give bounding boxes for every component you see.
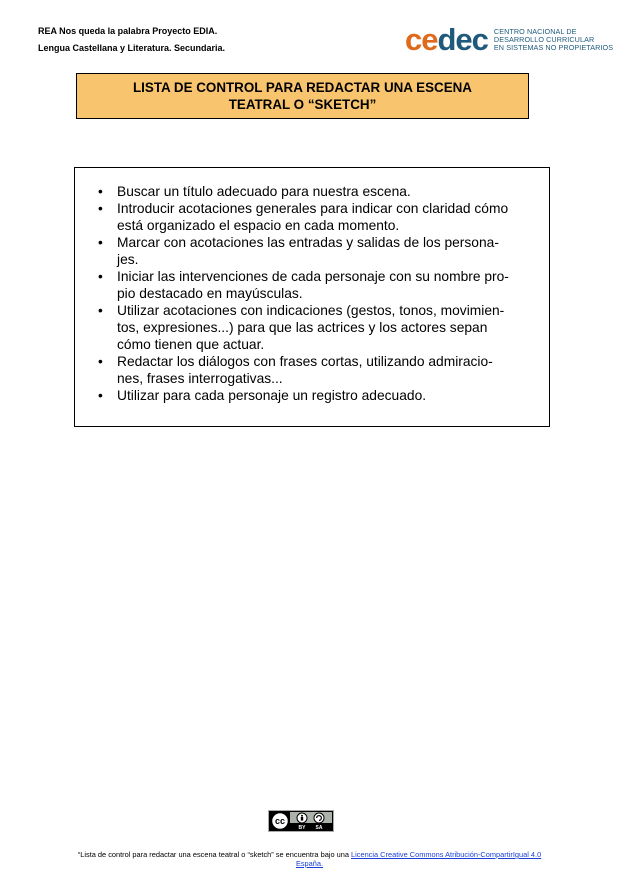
checklist-item-line: pio destacado en mayúsculas. [117, 286, 303, 301]
license-footer: “Lista de control para redactar una escena teatral o “sketch” se encuentra bajo una Licencia Creative Commons Atribución-CompartirIgual 4.0 España. [77, 850, 542, 868]
logo-subtitle: CENTRO NACIONAL DE DESARROLLO CURRICULAR EN SISTEMAS NO PROPIETARIOS [493, 27, 614, 52]
checklist-item [98, 387, 524, 404]
bullet-icon: • [98, 303, 103, 318]
bullet-icon: • [98, 388, 103, 403]
checklist-item-line: está organizado el espacio en cada momento. [117, 218, 400, 233]
cedec-logo [405, 24, 613, 56]
license-link-country[interactable]: España. [295, 859, 324, 868]
checklist-item-line: Buscar un título adecuado para nuestra escena. [117, 184, 411, 199]
checklist-item-line: Iniciar las intervenciones de cada personaje con su nombre pro- [117, 269, 509, 284]
document-header [38, 23, 225, 57]
header-subject: Lengua Castellana y Literatura. Secundaria. [38, 43, 226, 53]
checklist-item [98, 183, 524, 200]
checklist [98, 183, 524, 404]
checklist-box [74, 167, 550, 427]
license-link[interactable]: Licencia Creative Commons Atribución-CompartirIgual 4.0 [351, 850, 542, 859]
svg-text:BY: BY [298, 825, 306, 831]
bullet-icon: • [98, 184, 103, 199]
checklist-item-line: jes. [117, 252, 139, 267]
checklist-item-line: Utilizar para cada personaje un registro adecuado. [117, 388, 427, 403]
page-title: LISTA DE CONTROL PARA REDACTAR UNA ESCENA TEATRAL O “SKETCH” [76, 73, 529, 119]
checklist-item-line: Utilizar acotaciones con indicaciones (gestos, tonos, movimien- [117, 303, 505, 318]
checklist-item-line: nes, frases interrogativas... [117, 371, 283, 386]
bullet-icon: • [98, 201, 103, 216]
svg-text:cc: cc [274, 816, 286, 827]
checklist-item [98, 268, 524, 302]
logo-wordmark: cedec [405, 22, 488, 57]
cc-by-sa-license-icon [268, 810, 334, 832]
bullet-icon: • [98, 269, 103, 284]
checklist-item [98, 302, 524, 353]
bullet-icon: • [98, 235, 103, 250]
checklist-item-line: Redactar los diálogos con frases cortas, utilizando admiracio- [117, 354, 493, 369]
checklist-item [98, 200, 524, 234]
checklist-item [98, 353, 524, 387]
svg-text:SA: SA [315, 825, 323, 831]
bullet-icon: • [98, 354, 103, 369]
checklist-item-line: Marcar con acotaciones las entradas y salidas de los persona- [117, 235, 499, 250]
checklist-item-line: Introducir acotaciones generales para indicar con claridad cómo [117, 201, 509, 216]
checklist-item-line: cómo tienen que actuar. [117, 337, 265, 352]
checklist-item [98, 234, 524, 268]
checklist-item-line: tos, expresiones...) para que las actrices y los actores sepan [117, 320, 488, 335]
header-project: REA Nos queda la palabra Proyecto EDIA. [38, 26, 218, 36]
